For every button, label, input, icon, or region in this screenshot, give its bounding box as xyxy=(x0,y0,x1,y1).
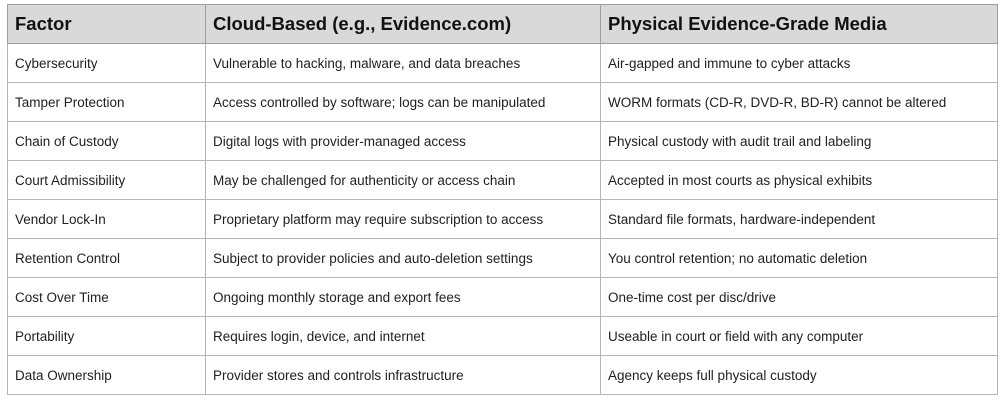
header-factor: Factor xyxy=(8,5,206,44)
physical-cell: WORM formats (CD-R, DVD-R, BD-R) cannot be altered xyxy=(601,83,998,122)
physical-cell: One-time cost per disc/drive xyxy=(601,278,998,317)
table-row xyxy=(8,122,998,161)
table-row xyxy=(8,200,998,239)
cloud-cell: Requires login, device, and internet xyxy=(206,317,601,356)
cloud-cell: Digital logs with provider-managed access xyxy=(206,122,601,161)
factor-cell: Portability xyxy=(8,317,206,356)
table-row xyxy=(8,83,998,122)
cloud-cell: Vulnerable to hacking, malware, and data breaches xyxy=(206,44,601,83)
physical-cell: Standard file formats, hardware-independent xyxy=(601,200,998,239)
factor-cell: Court Admissibility xyxy=(8,161,206,200)
physical-cell: Agency keeps full physical custody xyxy=(601,356,998,395)
physical-cell: Physical custody with audit trail and labeling xyxy=(601,122,998,161)
comparison-table xyxy=(7,4,998,395)
table-row xyxy=(8,356,998,395)
table-header xyxy=(8,5,998,44)
cloud-cell: Ongoing monthly storage and export fees xyxy=(206,278,601,317)
header-physical-media: Physical Evidence-Grade Media xyxy=(601,5,998,44)
table-row xyxy=(8,44,998,83)
physical-cell: Air-gapped and immune to cyber attacks xyxy=(601,44,998,83)
factor-cell: Cybersecurity xyxy=(8,44,206,83)
factor-cell: Data Ownership xyxy=(8,356,206,395)
factor-cell: Cost Over Time xyxy=(8,278,206,317)
header-row xyxy=(8,5,998,44)
table-row xyxy=(8,317,998,356)
factor-cell: Tamper Protection xyxy=(8,83,206,122)
cloud-cell: May be challenged for authenticity or access chain xyxy=(206,161,601,200)
table-row xyxy=(8,278,998,317)
physical-cell: Useable in court or field with any computer xyxy=(601,317,998,356)
cloud-cell: Proprietary platform may require subscription to access xyxy=(206,200,601,239)
factor-cell: Chain of Custody xyxy=(8,122,206,161)
physical-cell: Accepted in most courts as physical exhibits xyxy=(601,161,998,200)
header-cloud-based: Cloud-Based (e.g., Evidence.com) xyxy=(206,5,601,44)
factor-cell: Vendor Lock-In xyxy=(8,200,206,239)
cloud-cell: Access controlled by software; logs can be manipulated xyxy=(206,83,601,122)
table-row xyxy=(8,239,998,278)
table-row xyxy=(8,161,998,200)
cloud-cell: Subject to provider policies and auto-deletion settings xyxy=(206,239,601,278)
factor-cell: Retention Control xyxy=(8,239,206,278)
physical-cell: You control retention; no automatic deletion xyxy=(601,239,998,278)
cloud-cell: Provider stores and controls infrastructure xyxy=(206,356,601,395)
comparison-table-container xyxy=(7,4,997,395)
table-body xyxy=(8,44,998,395)
